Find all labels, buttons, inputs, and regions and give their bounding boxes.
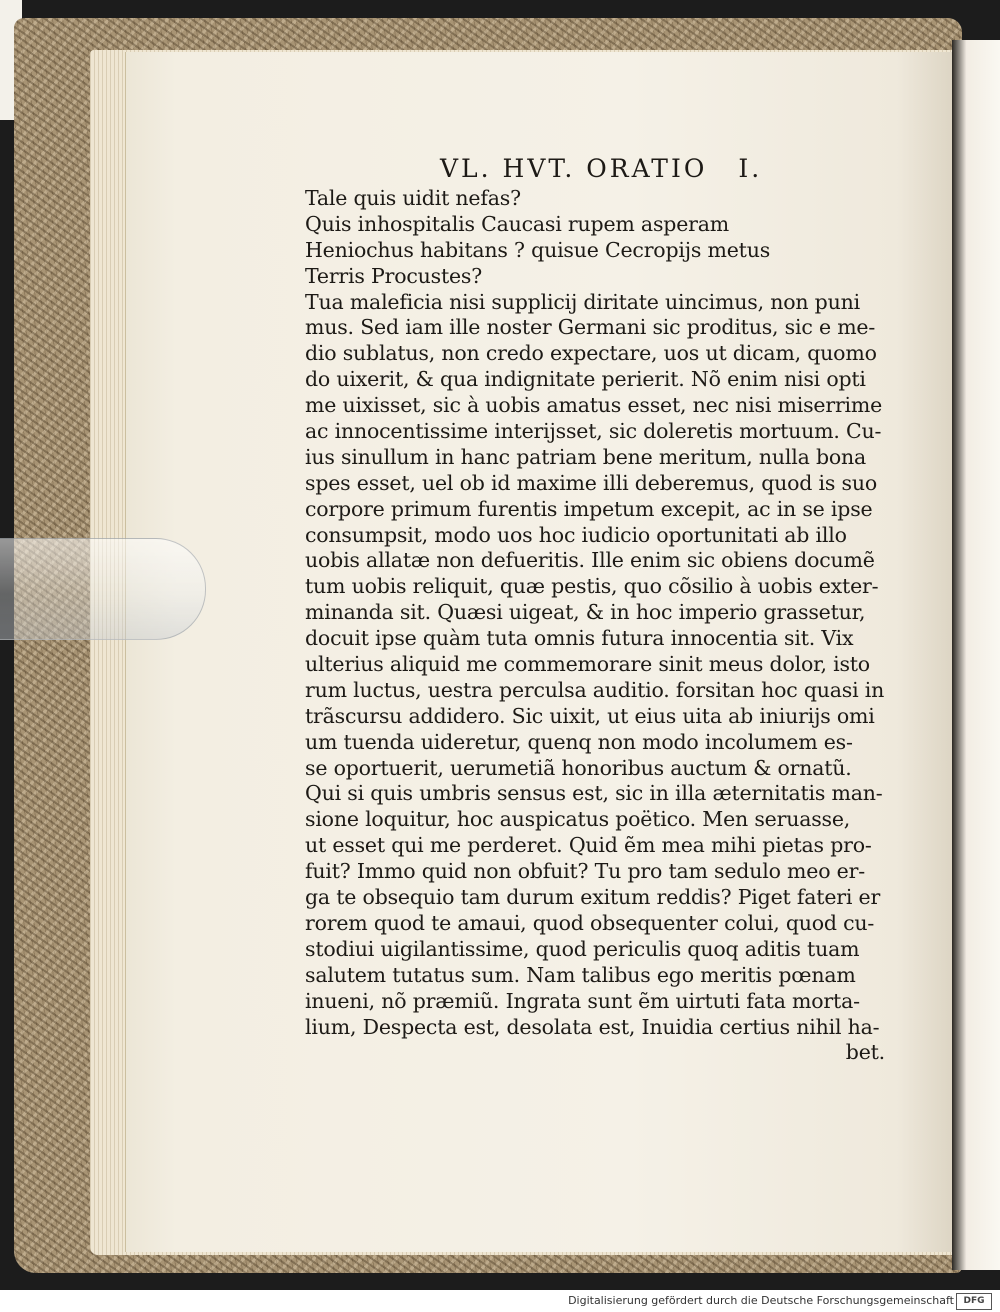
text-line: ius sinullum in hanc patriam bene meritum, nulla bona <box>305 444 867 469</box>
text-line: Tua maleficia nisi supplicij diritate uincimus, non puni <box>305 289 860 314</box>
text-line: ga te obsequio tam durum exitum reddis? Piget fateri er <box>305 885 881 910</box>
text-line: uobis allatæ non defueritis. Ille enim sic obiens documẽ <box>305 548 875 573</box>
text-line: tum uobis reliquit, quæ pestis, quo cõsilio à uobis exter- <box>305 574 879 599</box>
text-line: spes esset, uel ob id maxime illi deberemus, quod is suo <box>305 470 877 495</box>
dfg-logo: DFG <box>956 1293 992 1310</box>
text-line: Terris Procustes? <box>305 263 483 288</box>
text-line: lium, Despecta est, desolata est, Inuidia certius nihil ha- <box>305 1014 880 1039</box>
page-clip <box>0 538 206 640</box>
text-line: rum luctus, uestra perculsa auditio. forsitan hoc quasi in <box>305 677 885 702</box>
text-line-last: bet. <box>845 1040 885 1065</box>
text-line: dio sublatus, non credo expectare, uos ut dicam, quomo <box>305 341 877 366</box>
facing-page-gutter <box>952 40 1000 1270</box>
text-body <box>305 186 885 1066</box>
footer-bar <box>0 1290 1000 1312</box>
text-line: Tale quis uidit nefas? <box>305 186 521 210</box>
text-line: corpore primum furentis impetum excepit, ac in se ipse <box>305 496 873 521</box>
text-line: do uixerit, & qua indignitate perierit. Nõ enim nisi opti <box>305 367 866 392</box>
text-line: um tuenda uideretur, quenq non modo incolumem es- <box>305 729 853 754</box>
folio-number: I. <box>738 154 763 183</box>
text-line: salutem tutatus sum. Nam talibus ego meritis pœnam <box>305 962 856 987</box>
text-line: ac innocentissime interijsset, sic doleretis mortuum. Cu- <box>305 419 882 444</box>
text-line: fuit? Immo quid non obfuit? Tu pro tam sedulo meo er- <box>305 859 865 884</box>
running-head-title: VL. HVT. ORATIO <box>440 154 708 183</box>
text-line: consumpsit, modo uos hoc iudicio oportunitati ab illo <box>305 522 847 547</box>
text-line: Heniochus habitans ? quisue Cecropijs metus <box>305 237 771 262</box>
text-line: stodiui uigilantissime, quod periculis quoq aditis tuam <box>305 936 860 961</box>
text-line: Quis inhospitalis Caucasi rupem asperam <box>305 211 729 236</box>
text-line: minanda sit. Quæsi uigeat, & in hoc imperio grassetur, <box>305 600 866 625</box>
text-line: se oportuerit, uerumetiã honoribus auctum & ornatũ. <box>305 755 852 780</box>
running-head <box>440 154 880 183</box>
text-line: ut esset qui me perderet. Quid ẽm mea mihi pietas pro- <box>305 833 872 858</box>
text-line: Qui si quis umbris sensus est, sic in illa æternitatis man- <box>305 781 883 806</box>
text-line: sione loquitur, hoc auspicatus poëtico. Men seruasse, <box>305 807 851 832</box>
text-line: rorem quod te amaui, quod obsequenter colui, quod cu- <box>305 910 875 935</box>
text-line: mus. Sed iam ille noster Germani sic proditus, sic e me- <box>305 315 876 340</box>
text-line: docuit ipse quàm tuta omnis futura innocentia sit. Vix <box>305 626 854 651</box>
text-line: inueni, nõ præmiũ. Ingrata sunt ẽm uirtuti fata morta- <box>305 988 860 1013</box>
text-line: trãscursu addidero. Sic uixit, ut eius uita ab iniurijs omi <box>305 703 875 728</box>
text-line: ulterius aliquid me commemorare sinit meus dolor, isto <box>305 652 870 677</box>
funding-credit: Digitalisierung gefördert durch die Deutsche Forschungsgemeinschaft <box>568 1294 954 1307</box>
text-line: me uixisset, sic à uobis amatus esset, nec nisi miserrime <box>305 393 883 418</box>
